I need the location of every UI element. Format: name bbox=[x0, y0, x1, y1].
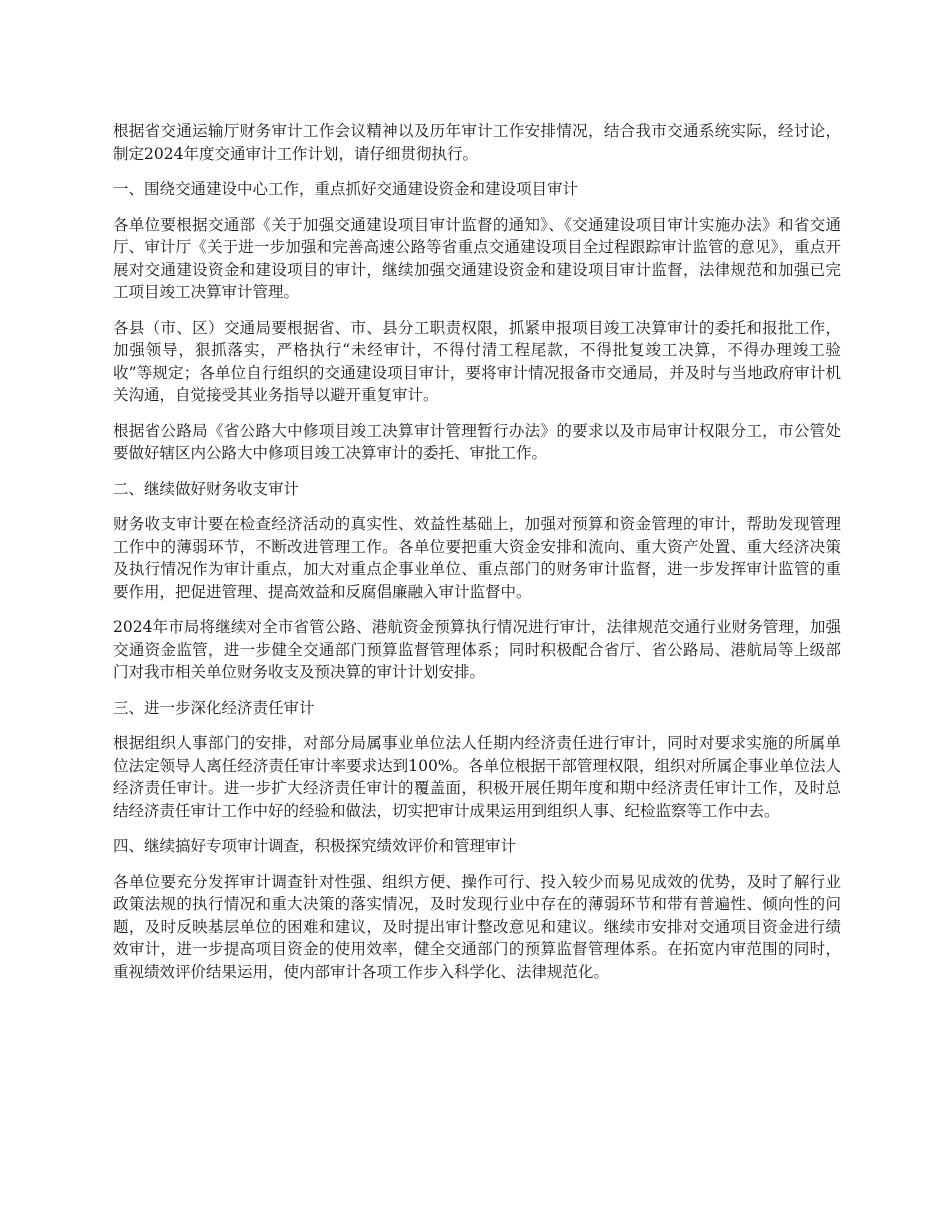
body-paragraph: 根据省公路局《省公路大中修项目竣工决算审计管理暂行办法》的要求以及市局审计权限分工，市公管处要做好辖区内公路大中修项目竣工决算审计的委托、审批工作。 bbox=[113, 421, 841, 462]
body-paragraph: 2024年市局将继续对全市省管公路、港航资金预算执行情况进行审计，法律规范交通行业财务管理，加强交通资金监管，进一步健全交通部门预算监督管理体系；同时积极配合省厅、省公路局、港航局等上级部门对我市相关单位财务收支及预决算的审计计划安排。 bbox=[113, 618, 841, 681]
section-heading-1: 一、围绕交通建设中心工作，重点抓好交通建设资金和建设项目审计 bbox=[113, 180, 579, 198]
section-heading-4: 四、继续搞好专项审计调查，积极探究绩效评价和管理审计 bbox=[113, 837, 517, 855]
body-paragraph: 各单位要充分发挥审计调查针对性强、组织方便、操作可行、投入较少而易见成效的优势，及时了解行业政策法规的执行情况和重大决策的落实情况，及时发现行业中存在的薄弱环节和带有普遍性、倾向性的问题，及时反映基层单位的困难和建议，及时提出审计整改意见和建议。继续市安排对交通项目资金进行绩效审计，进一步提高项目资金的使用效率，健全交通部门的预算监督管理体系。在拓宽内审范围的同时，重视绩效评价结果运用，使内部审计各项工作步入科学化、法律规范化。 bbox=[113, 872, 841, 981]
section-heading-2: 二、继续做好财务收支审计 bbox=[113, 479, 300, 498]
body-paragraph: 各单位要根据交通部《关于加强交通建设项目审计监督的通知》、《交通建设项目审计实施办法》和省交通厅、审计厅《关于进一步加强和完善高速公路等省重点交通建设项目全过程跟踪审计监管的意见》，重点开展对交通建设资金和建设项目的审计，继续加强交通建设资金和建设项目审计监督，法律规范和加强已完工项目竣工决算审计管理。 bbox=[113, 215, 841, 301]
body-paragraph: 各县（市、区）交通局要根据省、市、县分工职责权限，抓紧申报项目竣工决算审计的委托和报批工作，加强领导，狠抓落实，严格执行“未经审计，不得付清工程尾款，不得批复竣工决算，不得办理竣工验收”等规定；各单位自行组织的交通建设项目审计，要将审计情况报备市交通局，并及时与当地政府审计机关沟通，自觉接受其业务指导以避开重复审计。 bbox=[113, 318, 841, 404]
intro-paragraph: 根据省交通运输厅财务审计工作会议精神以及历年审计工作安排情况，结合我市交通系统实际，经讨论，制定2024年度交通审计工作计划，请仔细贯彻执行。 bbox=[113, 122, 841, 163]
body-paragraph: 财务收支审计要在检查经济活动的真实性、效益性基础上，加强对预算和资金管理的审计，帮助发现管理工作中的薄弱环节，不断改进管理工作。各单位要把重大资金安排和流向、重大资产处置、重大经济决策及执行情况作为审计重点，加大对重点企事业单位、重点部门的财务审计监督，进一步发挥审计监管的重要作用，把促进管理、提高效益和反腐倡廉融入审计监督中。 bbox=[113, 515, 841, 601]
document-body bbox=[113, 120, 841, 996]
section-heading-3: 三、进一步深化经济责任审计 bbox=[113, 698, 315, 717]
body-paragraph: 根据组织人事部门的安排，对部分局属事业单位法人任期内经济责任进行审计，同时对要求实施的所属单位法定领导人离任经济责任审计率要求达到100%。各单位根据干部管理权限，组织对所属企事业单位法人经济责任审计。进一步扩大经济责任审计的覆盖面，积极开展任期年度和期中经济责任审计工作，及时总结经济责任审计工作中好的经验和做法，切实把审计成果运用到组织人事、纪检监察等工作中去。 bbox=[113, 734, 841, 820]
